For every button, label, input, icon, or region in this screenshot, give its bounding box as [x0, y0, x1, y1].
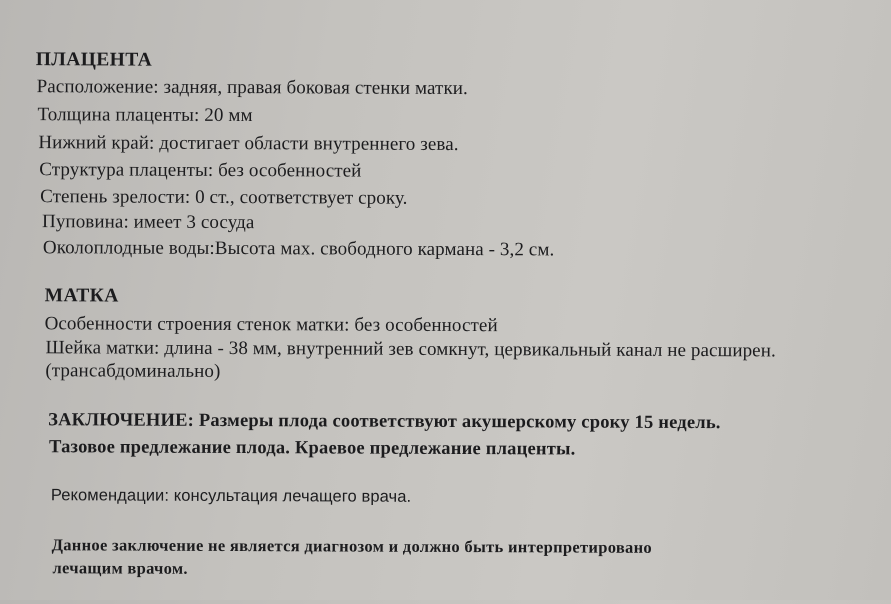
transabdominal-note: (трансабдоминально) [45, 360, 221, 382]
amniotic-fluid: Околоплодные воды:Высота мах. свободного кармана - 3,2 см. [42, 237, 555, 261]
placenta-maturity: Степень зрелости: 0 ст., соответствует сроку. [40, 186, 408, 209]
conclusion-line-2: Тазовое предлежание плода. Краевое предлежание плаценты. [49, 437, 576, 460]
recommendations: Рекомендации: консультация лечащего врача. [50, 486, 412, 506]
placenta-thickness: Толщина плаценты: 20 мм [37, 104, 253, 127]
uterus-walls: Особенности строения стенок матки: без особенностей [44, 313, 498, 337]
uterus-heading: МАТКА [44, 285, 119, 307]
placenta-heading: ПЛАЦЕНТА [35, 49, 153, 71]
placenta-structure: Структура плаценты: без особенностей [39, 159, 362, 182]
cervix: Шейка матки: длина - 38 мм, внутренний зев сомкнут, цервикальный канал не расширен. [45, 337, 776, 362]
disclaimer-line-2: лечащим врачом. [52, 558, 188, 578]
umbilical-cord: Пуповина: имеет 3 сосуда [41, 211, 255, 234]
conclusion-line-1: ЗАКЛЮЧЕНИЕ: Размеры плода соответствуют акушерскому сроку 15 недель. [48, 410, 721, 434]
disclaimer-line-1: Данное заключение не является диагнозом и должно быть интерпретировано [51, 535, 653, 557]
placenta-lower-edge: Нижний край: достигает области внутреннего зева. [38, 132, 459, 156]
placenta-location: Расположение: задняя, правая боковая стенки матки. [36, 76, 468, 100]
